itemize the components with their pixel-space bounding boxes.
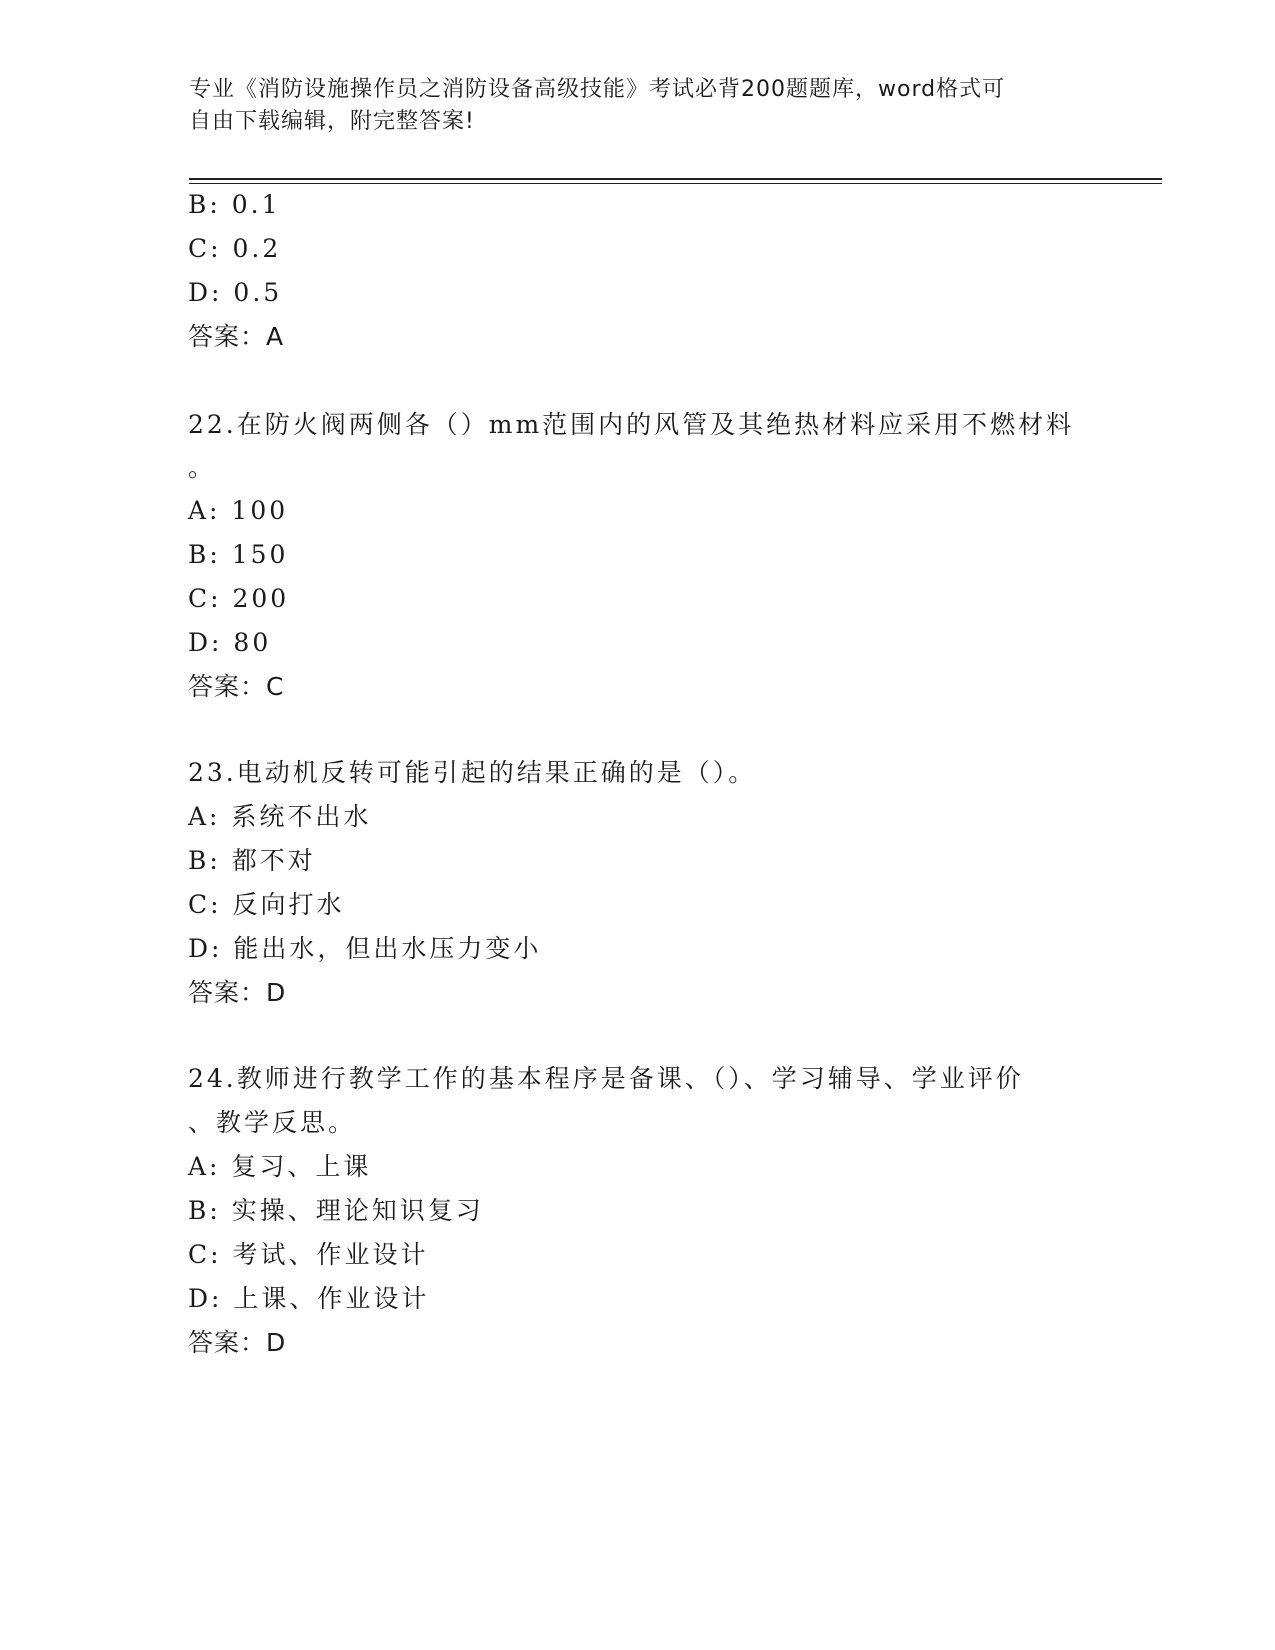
header-divider-thin [189,183,1162,184]
question-stem-cont: 。 [188,453,217,482]
header-divider-thick [189,178,1162,180]
option-a: A: 系统不出水 [188,802,372,831]
answer-line: 答案：C [188,672,285,701]
option-c: C: 200 [188,584,290,613]
option-d: D: 上课、作业设计 [188,1284,430,1313]
option-c: C: 0.2 [188,234,282,263]
option-c: C: 反向打水 [188,890,345,919]
answer-line: 答案：A [188,322,285,351]
header-line-2: 自由下载编辑，附完整答案! [189,109,475,134]
option-c: C: 考试、作业设计 [188,1240,429,1269]
header-line-1: 专业《消防设施操作员之消防设备高级技能》考试必背200题题库，word格式可 [189,77,1006,102]
option-b: B: 实操、理论知识复习 [188,1196,484,1225]
option-d: D: 能出水，但出水压力变小 [188,934,542,963]
option-d: D: 80 [188,628,272,657]
answer-line: 答案：D [188,978,287,1007]
option-b: B: 0.1 [188,190,281,219]
option-d: D: 0.5 [188,278,283,307]
document-header [189,74,1089,138]
question-stem: 22.在防火阀两侧各（）mm范围内的风管及其绝热材料应采用不燃材料 [188,410,1075,439]
answer-line: 答案：D [188,1328,287,1357]
option-b: B: 都不对 [188,846,316,875]
question-stem: 23.电动机反转可能引起的结果正确的是（）。 [188,758,757,787]
option-a: A: 复习、上课 [188,1152,372,1181]
option-a: A: 100 [188,496,289,525]
question-stem-cont: 、教学反思。 [188,1108,357,1137]
question-stem: 24.教师进行教学工作的基本程序是备课、（）、学习辅导、学业评价 [188,1064,1024,1093]
option-b: B: 150 [188,540,289,569]
